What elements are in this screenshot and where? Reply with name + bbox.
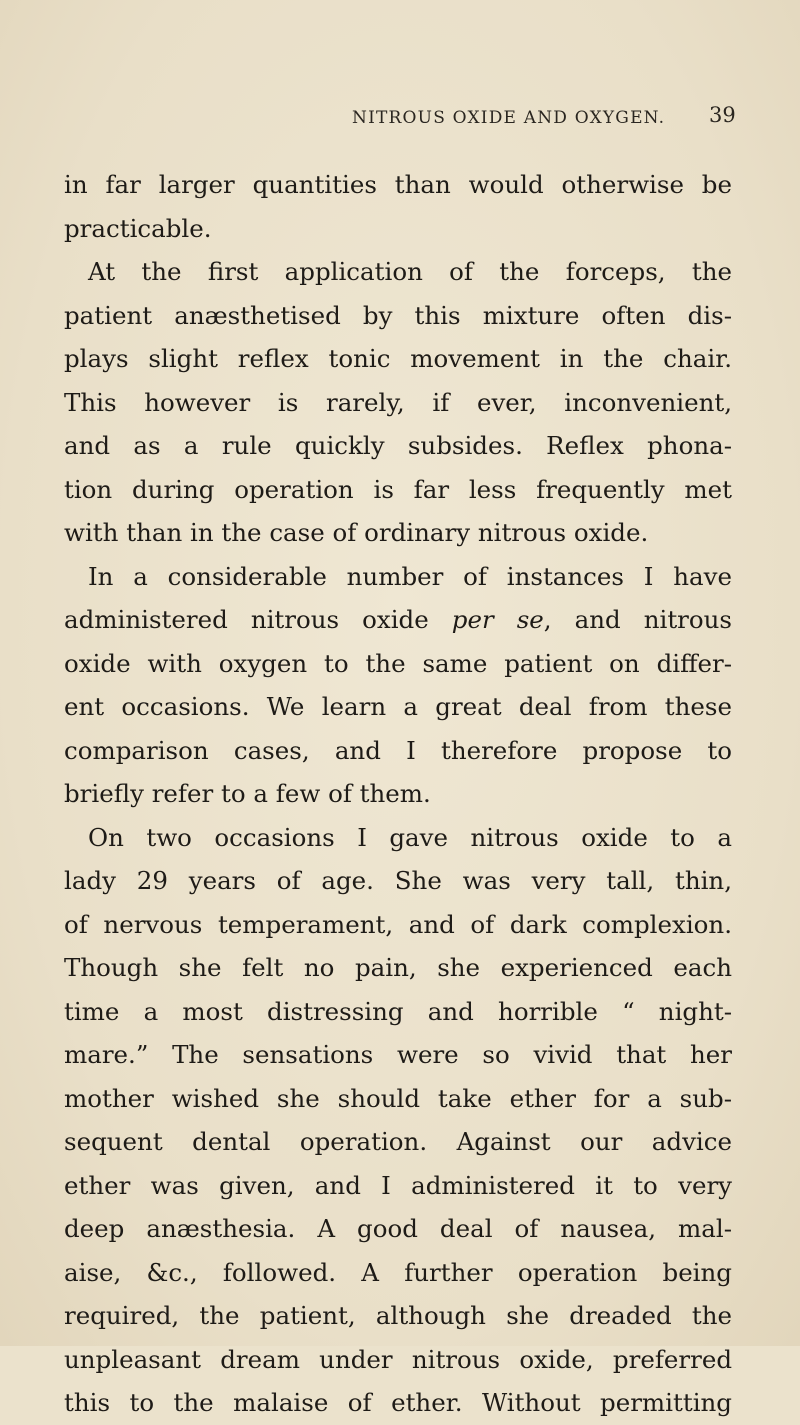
- text-line: unpleasant dream under nitrous oxide, preferred: [64, 1344, 732, 1374]
- body-text: [64, 163, 732, 1425]
- text-line: mother wished she should take ether for a sub-: [64, 1083, 732, 1113]
- text-fragment: , and nitrous: [543, 605, 732, 634]
- text-line: Though she felt no pain, she experienced each: [64, 953, 732, 982]
- text-line: time a most distressing and horrible “ night-: [64, 996, 732, 1026]
- text-line: in far larger quantities than would otherwise be: [64, 170, 732, 199]
- text-line: On two occasions I gave nitrous oxide to a: [88, 822, 732, 852]
- text-line: briefly refer to a few of them.: [64, 779, 431, 808]
- text-line: plays slight reflex tonic movement in the chair.: [64, 344, 732, 373]
- text-line: aise, &c., followed. A further operation being: [64, 1257, 732, 1287]
- text-line: patient anæsthetised by this mixture often dis-: [64, 300, 732, 330]
- text-line: ether was given, and I administered it to very: [64, 1170, 732, 1200]
- page-number: 39: [709, 103, 736, 127]
- text-line: deep anæsthesia. A good deal of nausea, mal-: [64, 1214, 732, 1243]
- text-line-with-italic: [64, 598, 732, 642]
- text-line: comparison cases, and I therefore propose to: [64, 735, 732, 765]
- text-line: required, the patient, although she dreaded the: [64, 1301, 732, 1330]
- text-line: this to the malaise of ether. Without permitting: [64, 1388, 732, 1417]
- text-line: with than in the case of ordinary nitrous oxide.: [64, 518, 649, 547]
- text-line: sequent dental operation. Against our advice: [64, 1127, 732, 1156]
- text-line: mare.” The sensations were so vivid that her: [64, 1040, 732, 1069]
- text-line: and as a rule quickly subsides. Reflex phona-: [64, 431, 732, 460]
- text-line: practicable.: [64, 213, 212, 243]
- text-fragment: administered nitrous oxide: [64, 605, 429, 634]
- text-line: ent occasions. We learn a great deal from these: [64, 692, 732, 721]
- text-line: oxide with oxygen to the same patient on differ-: [64, 648, 732, 678]
- text-line: In a considerable number of instances I have: [88, 561, 732, 591]
- running-head: NITROUS OXIDE AND OXYGEN.: [352, 108, 666, 128]
- text-line: At the first application of the forceps, the: [88, 257, 732, 286]
- text-line: of nervous temperament, and of dark complexion.: [64, 909, 732, 939]
- text-line: tion during operation is far less frequently met: [64, 474, 732, 504]
- text-line: lady 29 years of age. She was very tall, thin,: [64, 866, 732, 895]
- italic-phrase: per se: [451, 605, 544, 634]
- text-line: This however is rarely, if ever, inconvenient,: [64, 387, 732, 417]
